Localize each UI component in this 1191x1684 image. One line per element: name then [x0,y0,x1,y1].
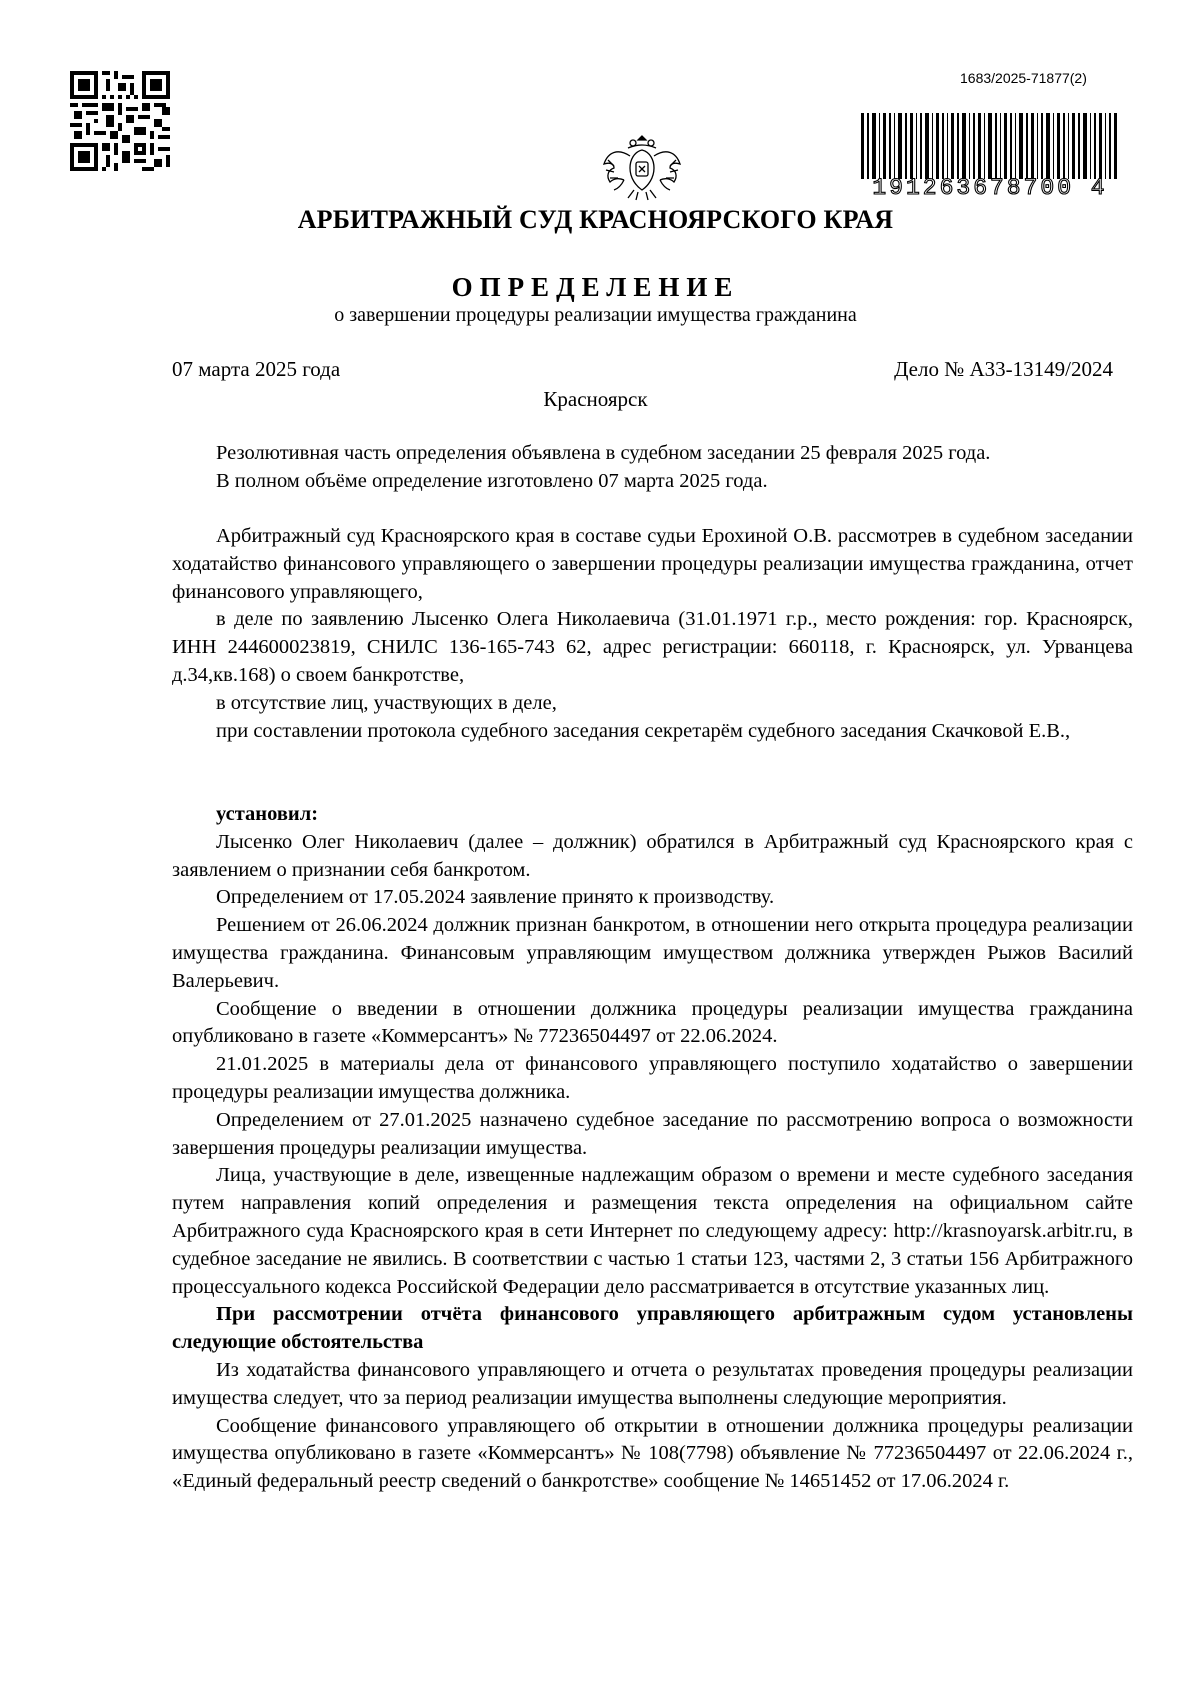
document-subtitle: о завершении процедуры реализации имущества гражданина [334,304,857,326]
paragraph: при составлении протокола судебного заседания секретарём судебного заседания Скачковой Е.В., [216,719,1071,742]
paragraph: в отсутствие лиц, участвующих в деле, [216,691,557,714]
paragraph: Арбитражный суд Красноярского края в составе судьи Ерохиной О.В. рассмотрев в судебном заседании ходатайство финансового управляющего о завершении процедуры реализации имущества гражданина, отчет финансового управляющего, [172,525,1133,603]
qr-code [70,71,170,171]
document-date: 07 марта 2025 года [172,357,341,381]
paragraph: Определением от 27.01.2025 назначено судебное заседание по рассмотрению вопроса о возможности завершения процедуры реализации имущества. [172,1108,1133,1159]
paragraph: Сообщение о введении в отношении должника процедуры реализации имущества гражданина опубликовано в газете «Коммерсантъ» № 77236504497 от 22.06.2024. [172,997,1133,1048]
paragraph: Определением от 17.05.2024 заявление принято к производству. [216,886,775,909]
paragraph: Решением от 26.06.2024 должник признан банкротом, в отношении него открыта процедура реализации имущества гражданина. Финансовым управляющим имуществом должника утвержден Рыжов Василий Валерьевич. [172,914,1133,992]
case-number: Дело № А33-13149/2024 [894,357,1113,381]
paragraph: Из ходатайства финансового управляющего и отчета о результатах проведения процедуры реализации имущества следует, что за период реализации имущества выполнены следующие мероприятия. [172,1358,1133,1409]
findings-section [172,801,1133,1496]
bold-paragraph: При рассмотрении отчёта финансового управляющего арбитражным судом установлены следующие обстоятельства [172,1303,1133,1354]
paragraph: В полном объёме определение изготовлено 07 марта 2025 года. [216,469,768,492]
document-title: ОПРЕДЕЛЕНИЕ [451,272,740,302]
coat-of-arms-emblem [600,130,684,204]
barcode-number: 191263678700 4 [872,175,1108,201]
paragraph: в деле по заявлению Лысенко Олега Николаевича (31.01.1971 г.р., место рождения: гор. Красноярск, ИНН 244600023819, СНИЛС 136-165-743 62, адрес регистрации: 660118, г. Красноярск, ул. Урванцева д.34,кв.168) о своем банкротстве, [172,608,1133,686]
paragraph: Сообщение финансового управляющего об открытии в отношении должника процедуры реализации имущества опубликовано в газете «Коммерсантъ» № 108(7798) объявление № 77236504497 от 22.06.2024 г., «Единый федеральный реестр сведений о банкротстве» сообщение № 14651452 от 17.06.2024 г. [172,1414,1133,1493]
section-heading: установил: [216,803,319,825]
paragraph: Лица, участвующие в деле, извещенные надлежащим образом о времени и месте судебного заседания путем направления копий определения и размещения текста определения на официальном сайте Арбитражного суда Красноярского края в сети Интернет по следующему адресу: http://krasnoyarsk.arbitr.ru, в судебное заседание не явились. В соответствии с частью 1 статьи 123, частями 2, 3 статьи 156 Арбитражного процессуального кодекса Российской Федерации дело рассматривается в отсутствие указанных лиц. [172,1164,1133,1298]
paragraph: 21.01.2025 в материалы дела от финансового управляющего поступило ходатайство о завершении процедуры реализации имущества должника. [172,1053,1133,1103]
city: Красноярск [543,387,648,411]
court-name: АРБИТРАЖНЫЙ СУД КРАСНОЯРСКОГО КРАЯ [297,205,894,234]
resolution-notice [172,440,1133,496]
introduction-section [172,523,1133,745]
paragraph: Лысенко Олег Николаевич (далее – должник) обратился в Арбитражный суд Красноярского края с заявлением о признании себя банкротом. [172,830,1133,881]
paragraph: Резолютивная часть определения объявлена в судебном заседании 25 февраля 2025 года. [216,442,991,464]
case-id: 1683/2025-71877(2) [960,70,1087,86]
